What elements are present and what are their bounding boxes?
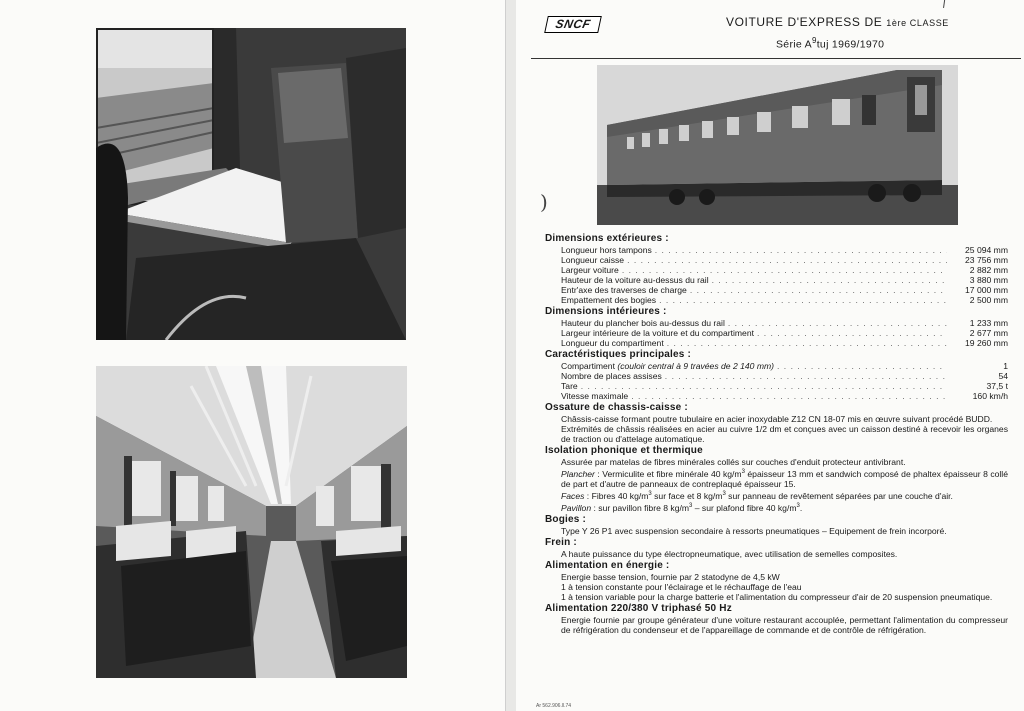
section-chassis xyxy=(545,402,1008,444)
inline-label: Pavillon xyxy=(561,502,592,513)
row-value: 54 xyxy=(998,371,1008,381)
section-title: Alimentation en énergie : xyxy=(545,559,670,571)
leader-dots xyxy=(631,391,947,401)
paragraph: 1 à tension constante pour l'éclairage et le réchauffage de l'eau xyxy=(561,581,802,592)
subtitle-sup: 9 xyxy=(811,36,817,45)
row-label: Longueur hors tampons xyxy=(561,245,652,255)
leader-dots xyxy=(581,381,947,391)
print-reference: Ar 562.906.ll.74 xyxy=(536,703,572,709)
text: sur face et 8 kg/m xyxy=(651,490,723,501)
row-label: Empattement des bogies xyxy=(561,295,657,305)
spec-content xyxy=(545,233,1008,636)
spec-row xyxy=(561,255,1008,265)
row-value: 2 882 mm xyxy=(969,265,1008,275)
row-value: 19 260 mm xyxy=(965,338,1008,348)
train-photo xyxy=(597,65,958,225)
row-value: 1 xyxy=(1003,361,1008,371)
row-label: Entr'axe des traverses de charge xyxy=(561,285,687,295)
spec-row xyxy=(561,338,1008,348)
spec-row xyxy=(561,265,1008,275)
row-label: Longueur du compartiment xyxy=(561,338,664,348)
spec-row xyxy=(561,285,1008,295)
leader-dots xyxy=(690,285,947,295)
inline-label: Plancher xyxy=(561,468,595,479)
leader-dots xyxy=(757,328,947,338)
row-label xyxy=(561,361,774,371)
row-value: 17 000 mm xyxy=(965,285,1008,295)
section-bogies xyxy=(545,514,1008,536)
section-title: Caractéristiques principales : xyxy=(545,349,692,360)
row-value: 37,5 t xyxy=(986,381,1008,391)
leader-dots xyxy=(655,245,947,255)
row-label: Largeur voiture xyxy=(561,265,619,275)
superscript: 3 xyxy=(796,502,800,509)
section-title: Dimensions extérieures : xyxy=(545,233,669,244)
page-title xyxy=(726,15,949,29)
row-value: 23 756 mm xyxy=(965,255,1008,265)
text: – sur plafond fibre 40 kg/m xyxy=(692,502,797,513)
section-isolation xyxy=(545,445,1008,513)
leader-dots xyxy=(777,361,947,371)
paragraph: Châssis-caisse formant poutre tubulaire en acier inoxydable Z12 CN 18-07 mis en œuvre suivant procédé BUDD. xyxy=(561,414,993,424)
text: sur panneau de revêtement séparées par une couche d'air. xyxy=(725,490,953,501)
row-label: Nombre de places assises xyxy=(561,371,662,381)
title-class: 1ère CLASSE xyxy=(886,18,949,28)
row-label: Vitesse maximale xyxy=(561,391,629,401)
inline-label: Faces xyxy=(561,490,585,501)
spec-row xyxy=(561,391,1008,401)
paragraph: Energie fournie par groupe générateur d'une voiture restaurant accouplée, permettant l'alimentation du compresseur de réfrigération du condenseur et de l'appareillage de commande et de contrôle de réfrigération. xyxy=(561,614,1008,635)
leader-dots xyxy=(667,338,947,348)
text: : sur pavillon fibre 8 kg/m xyxy=(591,502,690,513)
spec-row xyxy=(561,328,1008,338)
paragraph xyxy=(561,467,1008,489)
row-label: Hauteur du plancher bois au-dessus du rail xyxy=(561,318,725,328)
left-page xyxy=(0,0,506,711)
superscript: 3 xyxy=(722,490,726,497)
row-value: 160 km/h xyxy=(972,391,1008,401)
row-label: Largeur intérieure de la voiture et du compartiment xyxy=(561,328,754,338)
superscript: 3 xyxy=(689,502,693,509)
spec-row xyxy=(561,318,1008,328)
interior-photo-aisle xyxy=(96,366,407,678)
section-brake xyxy=(545,537,1008,559)
section-title: Bogies : xyxy=(545,513,587,525)
paragraph: Type Y 26 P1 avec suspension secondaire à ressorts pneumatiques – Equipement de frein incorporé. xyxy=(561,525,947,536)
paragraph: A haute puissance du type électropneumatique, avec utilisation de semelles composites. xyxy=(561,548,898,559)
row-value: 2 677 mm xyxy=(969,328,1008,338)
section-main-characteristics xyxy=(545,349,1008,401)
paragraph: Assurée par matelas de fibres minérales collés sur couches d'enduit protecteur antivibrant. xyxy=(561,457,906,467)
text: épaisseur 13 mm et sandwich composé de phaltex épaisseur 8 collé de part et d'autre de panneaux de contreplaqué épaisseur 15. xyxy=(561,468,1008,489)
spec-row xyxy=(561,371,1008,381)
row-value: 3 880 mm xyxy=(969,275,1008,285)
superscript: 3 xyxy=(741,469,745,475)
section-title: Ossature de chassis-caisse : xyxy=(545,402,688,413)
section-three-phase xyxy=(545,603,1008,635)
paragraph: 1 à tension variable pour la charge batterie et l'alimentation du compresseur d'air de 20 suspension pneumatique. xyxy=(561,591,993,602)
spec-row xyxy=(561,361,1008,371)
leader-dots xyxy=(659,295,947,305)
paragraph xyxy=(561,501,1008,513)
row-value: 25 094 mm xyxy=(965,245,1008,255)
section-title: Frein : xyxy=(545,536,577,548)
binding-mark: ) xyxy=(540,190,548,214)
title-main: VOITURE D'EXPRESS DE xyxy=(726,15,887,29)
paragraph: Extrémités de châssis réalisées en acier au cuivre 1/2 dm et conçues avec un caisson destiné à recevoir les organes de traction ou d'attelage automatique. xyxy=(561,424,1008,444)
superscript: 3 xyxy=(648,490,652,497)
subtitle-pre: Série A xyxy=(776,38,812,51)
text: . xyxy=(799,502,803,513)
text: : Vermiculite et fibre minérale 40 kg/m xyxy=(594,468,742,479)
interior-photo-window-table xyxy=(96,28,406,340)
page-subtitle xyxy=(776,36,884,51)
leader-dots xyxy=(665,371,947,381)
row-value: 1 233 mm xyxy=(969,318,1008,328)
right-page xyxy=(516,0,1024,711)
paragraph: Energie basse tension, fournie par 2 statodyne de 4,5 kW xyxy=(561,571,780,582)
row-label-text: Compartiment xyxy=(561,361,615,371)
spec-row xyxy=(561,275,1008,285)
spec-row xyxy=(561,295,1008,305)
spec-row xyxy=(561,245,1008,255)
leader-dots xyxy=(627,255,947,265)
section-interior-dimensions xyxy=(545,306,1008,348)
leader-dots xyxy=(728,318,947,328)
leader-dots xyxy=(622,265,947,275)
subtitle-post: tuj 1969/1970 xyxy=(816,38,885,51)
leader-dots xyxy=(712,275,947,285)
section-exterior-dimensions xyxy=(545,233,1008,305)
row-label: Tare xyxy=(561,381,578,391)
row-label: Longueur caisse xyxy=(561,255,625,265)
sncf-logo: SNCF xyxy=(544,16,602,33)
section-title: Dimensions intérieures : xyxy=(545,306,667,317)
section-title: Alimentation 220/380 V triphasé 50 Hz xyxy=(545,602,732,614)
row-label: Hauteur de la voiture au-dessus du rail xyxy=(561,275,709,285)
row-value: 2 500 mm xyxy=(969,295,1008,305)
row-note: (couloir central à 9 travées de 2 140 mm) xyxy=(617,361,775,371)
page-header xyxy=(531,3,1021,59)
text: : Fibres 40 kg/m xyxy=(584,490,649,501)
paragraph xyxy=(561,489,1008,501)
spec-row xyxy=(561,381,1008,391)
section-title: Isolation phonique et thermique xyxy=(545,445,703,456)
section-power xyxy=(545,560,1008,602)
